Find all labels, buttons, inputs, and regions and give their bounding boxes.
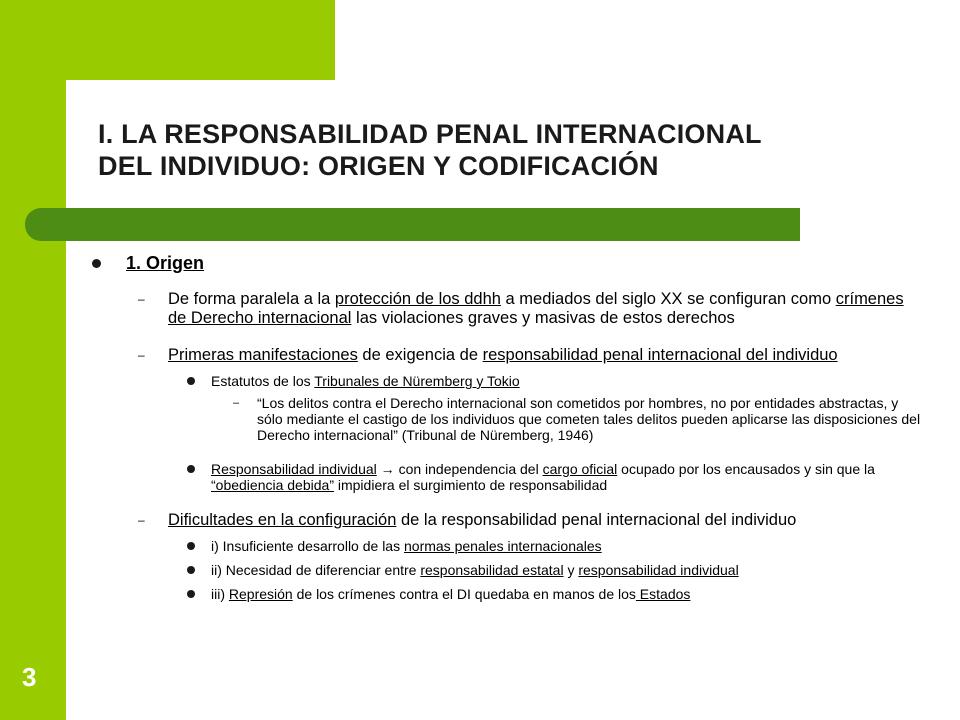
bullet-ii (86, 562, 926, 578)
p1-underline-1: protección de los ddhh (334, 290, 501, 308)
b2-text-3: impidiera el surgimiento de responsabilidad (333, 477, 608, 493)
dash-marker: – (138, 292, 145, 306)
quote-text: “Los delitos contra el Derecho internacional son cometidos por hombres, no por entidades abstractas, y sólo mediante el castigo de los individuos que cometen tales delitos pueden aplicarse las disposiciones del Derecho internacional” (Tribunal de Nüremberg, 1946) (257, 395, 921, 443)
top-green-block (0, 0, 335, 80)
p2-underline-2: responsabilidad penal internacional del individuo (482, 346, 838, 364)
b2-underline-2: cargo oficial (542, 461, 618, 477)
p3-text-1: de la responsabilidad penal internacional del individuo (396, 511, 797, 529)
nuremberg-quote (86, 395, 926, 443)
b1-underline: Tribunales de Nüremberg y Tokio (314, 373, 520, 389)
slide-title (98, 118, 918, 182)
p1-text-2: a mediados del siglo XX se configuran como (500, 290, 836, 308)
dash-marker: – (138, 348, 145, 362)
title-line-2: DEL INDIVIDUO: ORIGEN Y CODIFICACIÓN (98, 151, 659, 181)
p1-text-1: De forma paralela a la (168, 290, 335, 308)
p2-underline-1: Primeras manifestaciones (168, 346, 358, 364)
i2-underline-2: responsabilidad individual (578, 562, 739, 578)
p2-text-1: de exigencia de (357, 346, 483, 364)
arrow-icon: → (376, 461, 399, 477)
section-label: 1. Origen (126, 253, 205, 273)
i1-underline: normas penales internacionales (404, 538, 602, 554)
i3-text-2: de los crímenes contra el DI quedaba en manos de los (292, 586, 636, 602)
i3-text-1: iii) (211, 586, 229, 602)
b2-text-2: ocupado por los encausados y sin que la (617, 461, 875, 477)
section-heading (86, 252, 926, 274)
paragraph-2 (86, 346, 926, 493)
dash-marker: – (233, 397, 240, 409)
i2-text-2: y (563, 562, 579, 578)
bullet-i (86, 538, 926, 554)
i3-underline-2: Estados (635, 586, 691, 602)
slide-number: 3 (22, 662, 37, 692)
title-underline-bar (25, 208, 800, 241)
left-green-band (0, 0, 66, 720)
p1-underline-2: crímenes de Derecho internacional (168, 290, 904, 327)
p3-underline-1: Dificultades en la configuración (168, 511, 397, 529)
i1-text: i) Insuficiente desarrollo de las (211, 538, 404, 554)
bullet-iii (86, 586, 926, 602)
i3-underline-1: Represión (228, 586, 293, 602)
slide-content (86, 252, 926, 620)
b2-underline-1: Responsabilidad individual (211, 461, 377, 477)
p1-text-3: las violaciones graves y masivas de estos derechos (351, 309, 735, 327)
dash-marker: – (138, 513, 145, 527)
i2-underline-1: responsabilidad estatal (420, 562, 564, 578)
bullet-responsabilidad-individual (86, 461, 926, 493)
b1-text: Estatutos de los (211, 373, 315, 389)
bullet-estatutos (86, 373, 926, 389)
paragraph-3 (86, 511, 926, 602)
b2-text-1: con independencia del (398, 461, 543, 477)
paragraph-1 (86, 290, 926, 328)
i2-text-1: ii) Necesidad de diferenciar entre (211, 562, 421, 578)
b2-underline-3: “obediencia debida” (211, 477, 334, 493)
title-line-1: I. LA RESPONSABILIDAD PENAL INTERNACIONAL (98, 119, 762, 149)
